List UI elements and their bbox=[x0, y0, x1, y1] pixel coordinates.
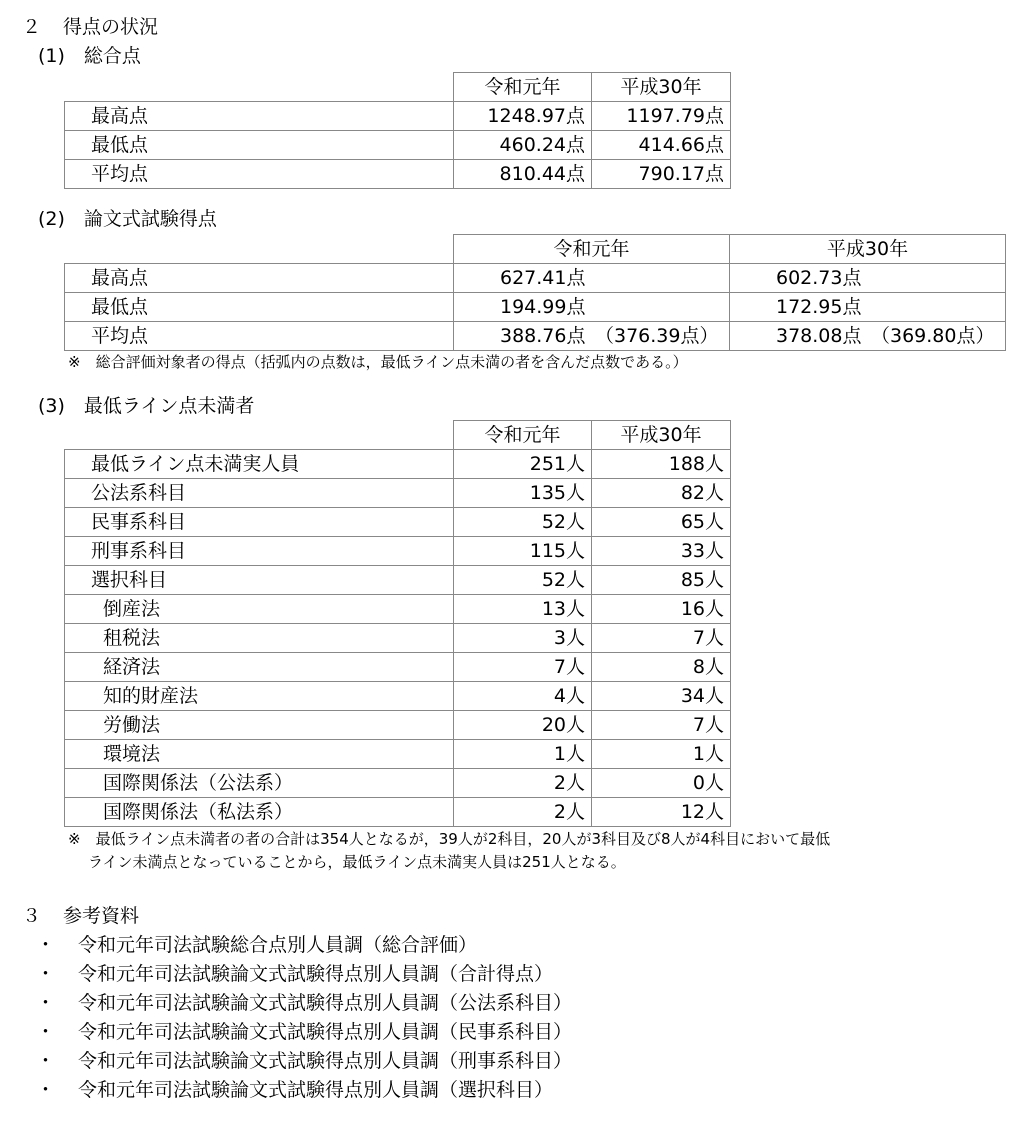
value-r1: 1248.97点 bbox=[454, 102, 592, 131]
below-min-line-note-line-2: ライン未満点となっていることから，最低ライン点未満実人員は251人となる。 bbox=[88, 853, 626, 871]
bullet-icon: ・ bbox=[36, 992, 56, 1014]
table-row bbox=[65, 537, 731, 566]
table-row bbox=[65, 595, 731, 624]
row-label: 国際関係法（私法系） bbox=[65, 798, 454, 827]
table-row bbox=[65, 798, 731, 827]
row-label: 選択科目 bbox=[65, 566, 454, 595]
value-r1: 2人 bbox=[454, 769, 592, 798]
reference-item-text: 令和元年司法試験論文式試験得点別人員調（合計得点） bbox=[78, 963, 554, 985]
table-row bbox=[65, 653, 731, 682]
value-h30: 85人 bbox=[592, 566, 731, 595]
value-h30: 1人 bbox=[592, 740, 731, 769]
section-3-title: 参考資料 bbox=[63, 905, 140, 927]
reference-list-item bbox=[36, 934, 478, 956]
value-h30: 1197.79点 bbox=[592, 102, 731, 131]
value-h30: 602.73点 bbox=[730, 264, 1006, 293]
reference-list-item bbox=[36, 1050, 573, 1072]
row-label: 経済法 bbox=[65, 653, 454, 682]
section-2-heading bbox=[22, 18, 158, 37]
value-h30: 172.95点 bbox=[730, 293, 1006, 322]
table-header-row bbox=[65, 421, 731, 450]
row-label: 知的財産法 bbox=[65, 682, 454, 711]
reference-item-text: 令和元年司法試験総合点別人員調（総合評価） bbox=[78, 934, 478, 956]
bullet-icon: ・ bbox=[36, 963, 56, 985]
reference-item-text: 令和元年司法試験論文式試験得点別人員調（民事系科目） bbox=[78, 1021, 573, 1043]
essay-score-note: ※ 総合評価対象者の得点（括弧内の点数は，最低ライン点未満の者を含んだ点数である。） bbox=[68, 353, 688, 371]
table-row bbox=[65, 682, 731, 711]
row-label: 租税法 bbox=[65, 624, 454, 653]
value-h30: 790.17点 bbox=[592, 160, 731, 189]
section-2-number: ２ bbox=[22, 16, 42, 38]
bullet-icon: ・ bbox=[36, 1050, 56, 1072]
table-row bbox=[65, 293, 1006, 322]
reference-list-item bbox=[36, 1021, 573, 1043]
subsection-2-heading: (2) 論文式試験得点 bbox=[38, 208, 217, 230]
bullet-icon: ・ bbox=[36, 934, 56, 956]
bullet-icon: ・ bbox=[36, 1021, 56, 1043]
value-h30: 65人 bbox=[592, 508, 731, 537]
value-r1: 194.99点 bbox=[454, 293, 730, 322]
table-row bbox=[65, 566, 731, 595]
subsection-1-heading: (1) 総合点 bbox=[38, 45, 141, 67]
header-h30: 平成30年 bbox=[592, 73, 731, 102]
row-label: 環境法 bbox=[65, 740, 454, 769]
reference-item-text: 令和元年司法試験論文式試験得点別人員調（選択科目） bbox=[78, 1079, 554, 1101]
value-r1: 2人 bbox=[454, 798, 592, 827]
row-label: 平均点 bbox=[65, 160, 454, 189]
table-row bbox=[65, 264, 1006, 293]
table-header-row bbox=[65, 235, 1006, 264]
value-h30: 414.66点 bbox=[592, 131, 731, 160]
table-row bbox=[65, 102, 731, 131]
value-h30: 33人 bbox=[592, 537, 731, 566]
table-row bbox=[65, 479, 731, 508]
total-score-table bbox=[64, 72, 731, 189]
row-label: 刑事系科目 bbox=[65, 537, 454, 566]
table-row bbox=[65, 160, 731, 189]
value-h30: 7人 bbox=[592, 711, 731, 740]
essay-score-table bbox=[64, 234, 1006, 351]
reference-item-text: 令和元年司法試験論文式試験得点別人員調（刑事系科目） bbox=[78, 1050, 573, 1072]
section-2-title: 得点の状況 bbox=[63, 16, 159, 38]
row-label: 平均点 bbox=[65, 322, 454, 351]
section-3-number: ３ bbox=[22, 905, 42, 927]
below-min-line-table bbox=[64, 420, 731, 827]
header-r1: 令和元年 bbox=[454, 235, 730, 264]
header-h30: 平成30年 bbox=[592, 421, 731, 450]
row-label: 国際関係法（公法系） bbox=[65, 769, 454, 798]
section-3-heading bbox=[22, 907, 139, 926]
row-label: 最高点 bbox=[65, 264, 454, 293]
table-row bbox=[65, 508, 731, 537]
table-row bbox=[65, 769, 731, 798]
table-row bbox=[65, 740, 731, 769]
value-h30: 7人 bbox=[592, 624, 731, 653]
value-h30: 0人 bbox=[592, 769, 731, 798]
table-row bbox=[65, 322, 1006, 351]
row-label: 最低点 bbox=[65, 293, 454, 322]
row-label: 最高点 bbox=[65, 102, 454, 131]
value-h30: 188人 bbox=[592, 450, 731, 479]
value-h30: 34人 bbox=[592, 682, 731, 711]
row-label: 民事系科目 bbox=[65, 508, 454, 537]
value-r1: 460.24点 bbox=[454, 131, 592, 160]
header-r1: 令和元年 bbox=[454, 421, 592, 450]
value-r1: 251人 bbox=[454, 450, 592, 479]
value-r1: 627.41点 bbox=[454, 264, 730, 293]
value-r1: 810.44点 bbox=[454, 160, 592, 189]
value-r1: 52人 bbox=[454, 508, 592, 537]
table-row bbox=[65, 624, 731, 653]
row-label: 最低点 bbox=[65, 131, 454, 160]
below-min-line-note-line-1: ※ 最低ライン点未満者の者の合計は354人となるが，39人が2科目，20人が3科目及び8人が4科目において最低 bbox=[68, 830, 831, 848]
value-h30: 16人 bbox=[592, 595, 731, 624]
reference-item-text: 令和元年司法試験論文式試験得点別人員調（公法系科目） bbox=[78, 992, 573, 1014]
value-h30: 378.08点 （369.80点） bbox=[730, 322, 1006, 351]
value-h30: 12人 bbox=[592, 798, 731, 827]
reference-list-item bbox=[36, 992, 573, 1014]
value-h30: 8人 bbox=[592, 653, 731, 682]
value-r1: 4人 bbox=[454, 682, 592, 711]
value-r1: 115人 bbox=[454, 537, 592, 566]
value-r1: 13人 bbox=[454, 595, 592, 624]
blank-cell bbox=[65, 73, 454, 102]
value-r1: 135人 bbox=[454, 479, 592, 508]
bullet-icon: ・ bbox=[36, 1079, 56, 1101]
table-row bbox=[65, 450, 731, 479]
row-label: 公法系科目 bbox=[65, 479, 454, 508]
table-row bbox=[65, 711, 731, 740]
reference-list-item bbox=[36, 963, 554, 985]
blank-cell bbox=[65, 235, 454, 264]
value-r1: 388.76点 （376.39点） bbox=[454, 322, 730, 351]
table-header-row bbox=[65, 73, 731, 102]
row-label: 倒産法 bbox=[65, 595, 454, 624]
row-label: 労働法 bbox=[65, 711, 454, 740]
blank-cell bbox=[65, 421, 454, 450]
value-r1: 7人 bbox=[454, 653, 592, 682]
value-r1: 52人 bbox=[454, 566, 592, 595]
value-r1: 20人 bbox=[454, 711, 592, 740]
value-r1: 3人 bbox=[454, 624, 592, 653]
row-label: 最低ライン点未満実人員 bbox=[65, 450, 454, 479]
table-row bbox=[65, 131, 731, 160]
value-h30: 82人 bbox=[592, 479, 731, 508]
header-r1: 令和元年 bbox=[454, 73, 592, 102]
header-h30: 平成30年 bbox=[730, 235, 1006, 264]
value-r1: 1人 bbox=[454, 740, 592, 769]
reference-list-item bbox=[36, 1079, 554, 1101]
subsection-3-heading: (3) 最低ライン点未満者 bbox=[38, 395, 255, 417]
